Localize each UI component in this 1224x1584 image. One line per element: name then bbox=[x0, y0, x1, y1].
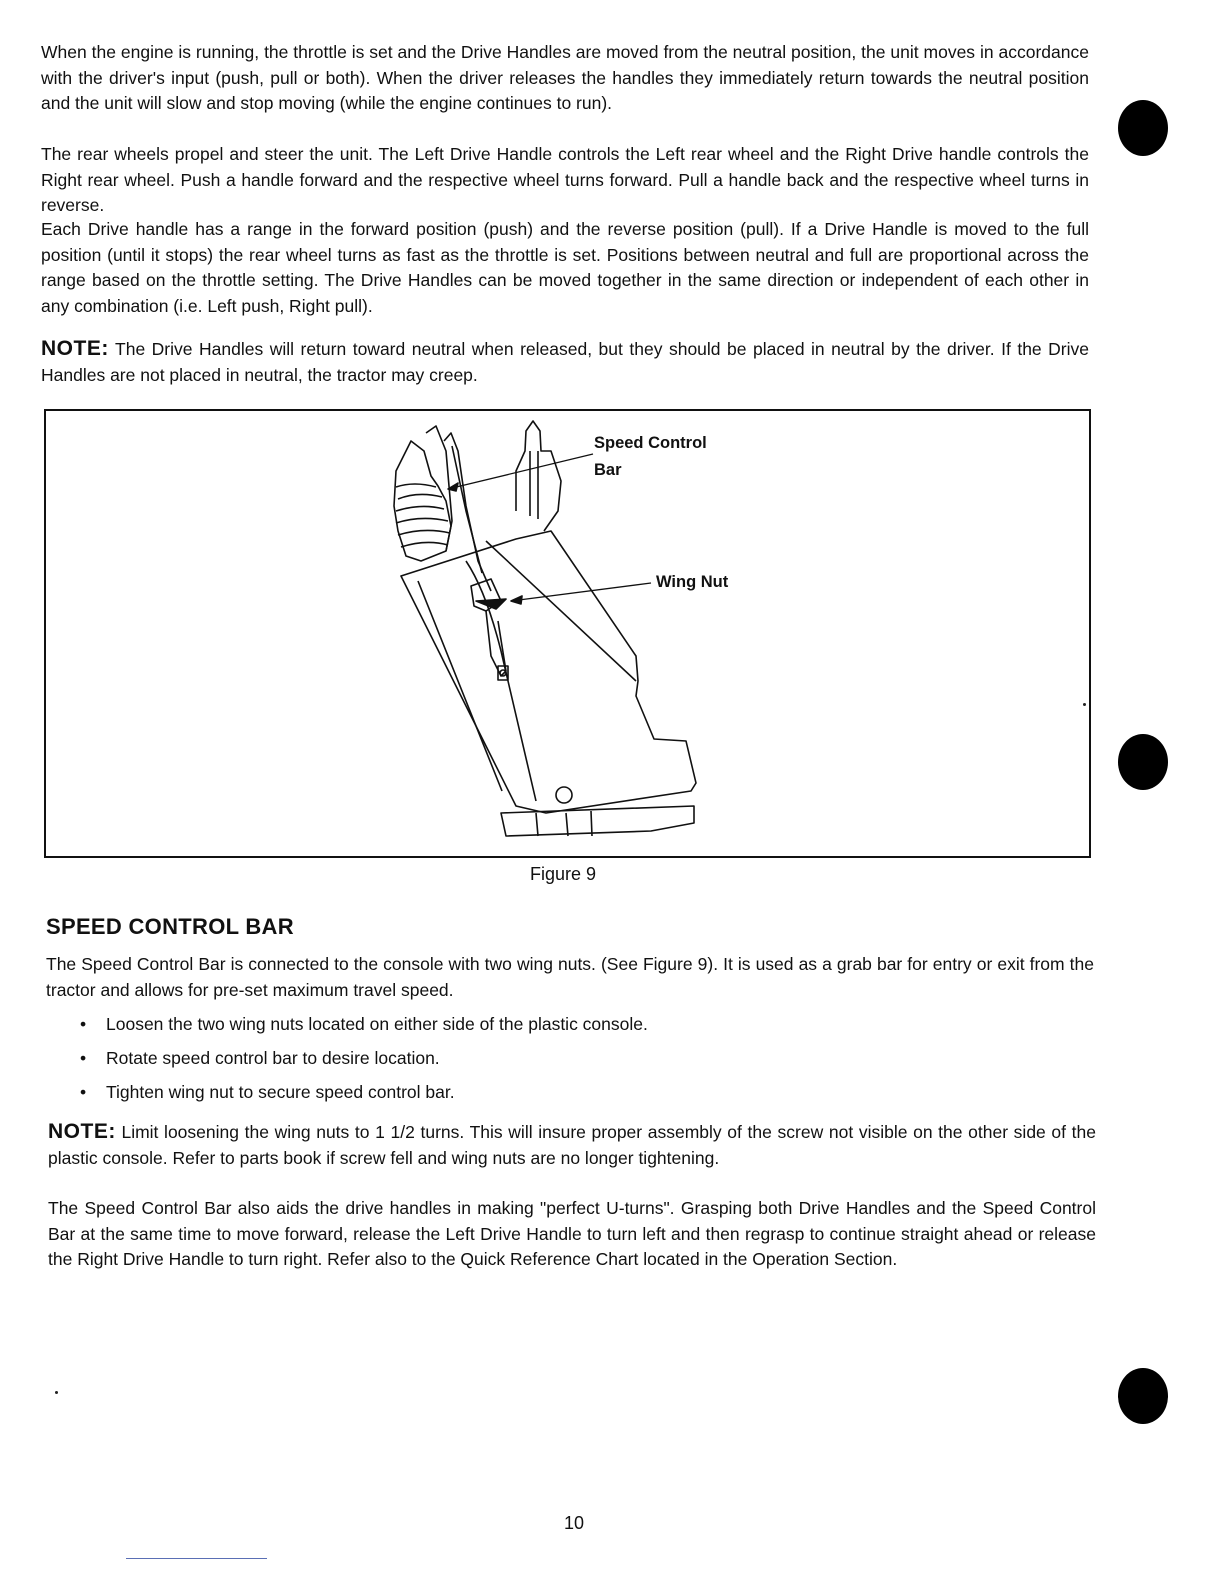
intro-paragraph-3: Each Drive handle has a range in the forward position (push) and the reverse position (pull). If a Drive Handle is moved to the full position (until it stops) the rear wheel turns as fast as the throttle is set. Positions between neutral and full are proportional across the range based on the throttle setting. The Drive Handles can be moved together in the same direction or independent of each other in any combination (i.e. Left push, Right pull). bbox=[41, 219, 1089, 316]
callout-speed-control-line2: Bar bbox=[594, 461, 622, 479]
list-item-text: Rotate speed control bar to desire location. bbox=[106, 1048, 440, 1068]
console-foot bbox=[501, 806, 694, 836]
figure-9-frame bbox=[44, 409, 1091, 858]
section-heading: SPEED CONTROL BAR bbox=[46, 914, 294, 939]
wing-nut-leader bbox=[511, 583, 651, 601]
intro-paragraph-2: The rear wheels propel and steer the unit. The Left Drive Handle controls the Left rear wheel and the Right Drive handle controls the Right rear wheel. Push a handle forward and the respective wheel turns forward. Pull a handle back and the respective wheel turns in reverse. bbox=[41, 144, 1089, 215]
note-label: NOTE: bbox=[41, 337, 109, 360]
u-turn-paragraph: The Speed Control Bar also aids the drive handles in making "perfect U-turns". Grasping both Drive Handles and the Speed Control Bar at the same time to move forward, release the Left Drive Handle to turn left and then regrasp to continue straight ahead or release the Right Drive Handle to turn right. Refer also to the Quick Reference Chart located in the Operation Section. bbox=[48, 1198, 1096, 1269]
list-item bbox=[80, 1080, 648, 1114]
callout-wing-nut: Wing Nut bbox=[656, 573, 729, 591]
note-drive-handles bbox=[41, 336, 1089, 388]
callout-speed-control-bar bbox=[594, 430, 707, 484]
note-text: Limit loosening the wing nuts to 1 1/2 turns. This will insure proper assembly of the screw not visible on the other side of the plastic console. Refer to parts book if screw fell and wing nuts are no longer tightening. bbox=[48, 1122, 1096, 1168]
note-wing-nuts bbox=[48, 1119, 1096, 1171]
bullet-symbol: • bbox=[80, 1048, 87, 1068]
list-item bbox=[80, 1012, 648, 1046]
console-bolt-hole bbox=[556, 787, 572, 803]
note-text: The Drive Handles will return toward neutral when released, but they should be placed in neutral by the driver. If the Drive Handles are not placed in neutral, the tractor may creep. bbox=[41, 339, 1090, 385]
list-item bbox=[80, 1046, 648, 1080]
console-curve bbox=[466, 561, 536, 801]
instruction-list bbox=[80, 1012, 648, 1114]
callout-speed-control-line1: Speed Control bbox=[594, 434, 707, 452]
binder-hole bbox=[1118, 1368, 1168, 1424]
console-illustration bbox=[46, 411, 1093, 860]
scan-speck bbox=[1083, 703, 1086, 706]
section-intro: The Speed Control Bar is connected to the console with two wing nuts. (See Figure 9). It is used as a grab bar for entry or exit from the tractor and allows for pre-set maximum travel speed. bbox=[46, 954, 1094, 1000]
binder-hole bbox=[1118, 734, 1168, 790]
note-label: NOTE: bbox=[48, 1120, 116, 1143]
figure-caption: Figure 9 bbox=[530, 864, 597, 884]
scan-speck bbox=[55, 1391, 58, 1394]
list-item-text: Tighten wing nut to secure speed control bar. bbox=[106, 1082, 455, 1102]
scan-edge-line bbox=[126, 1558, 267, 1559]
list-item-text: Loosen the two wing nuts located on either side of the plastic console. bbox=[106, 1014, 648, 1034]
console-body bbox=[401, 531, 696, 813]
bullet-symbol: • bbox=[80, 1014, 87, 1034]
bullet-symbol: • bbox=[80, 1082, 87, 1102]
binder-hole bbox=[1118, 100, 1168, 156]
intro-paragraph-1: When the engine is running, the throttle is set and the Drive Handles are moved from the neutral position, the unit moves in accordance with the driver's input (push, pull or both). When the driver releases the handles they immediately return towards the neutral position and the unit will slow and stop moving (while the engine continues to run). bbox=[41, 42, 1089, 113]
page-number: 10 bbox=[564, 1513, 585, 1533]
